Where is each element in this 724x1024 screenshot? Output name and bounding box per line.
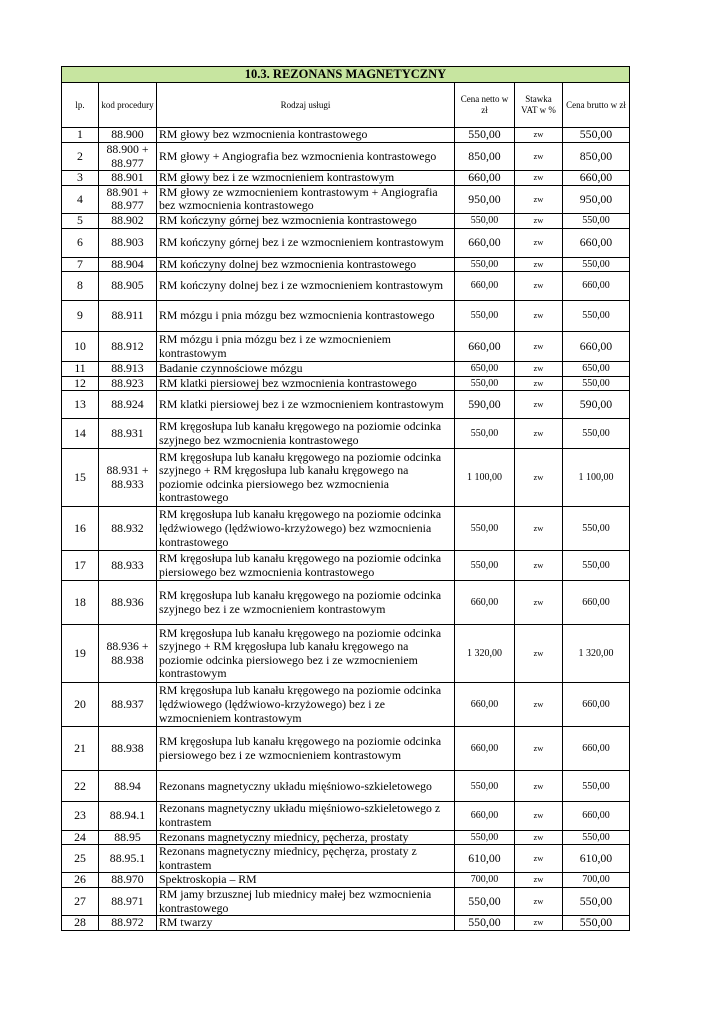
- vat-rate: zw: [515, 727, 563, 771]
- service-name: Rezonans magnetyczny układu mięśniowo-szkieletowego: [157, 771, 455, 802]
- procedure-code: 88.94: [99, 771, 157, 802]
- row-number: 10: [62, 332, 99, 362]
- price-brutto: 1 100,00: [563, 449, 630, 507]
- price-brutto: 660,00: [563, 802, 630, 830]
- row-number: 5: [62, 213, 99, 228]
- service-name: RM klatki piersiowej bez wzmocnienia kontrastowego: [157, 376, 455, 391]
- table-row: [62, 887, 630, 915]
- price-netto: 1 320,00: [455, 625, 515, 683]
- section-title: 10.3. REZONANS MAGNETYCZNY: [62, 67, 630, 83]
- service-name: RM kręgosłupa lub kanału kręgowego na poziomie odcinka szyjnego bez i ze wzmocnieniem kontrastowym: [157, 581, 455, 625]
- price-netto: 550,00: [455, 213, 515, 228]
- price-brutto: 660,00: [563, 228, 630, 257]
- service-name: RM klatki piersiowej bez i ze wzmocnieniem kontrastowym: [157, 391, 455, 419]
- price-brutto: 550,00: [563, 771, 630, 802]
- row-number: 21: [62, 727, 99, 771]
- row-number: 26: [62, 873, 99, 888]
- header-kod: kod procedury: [99, 83, 157, 128]
- row-number: 11: [62, 362, 99, 377]
- procedure-code: 88.931 + 88.933: [99, 449, 157, 507]
- row-number: 2: [62, 143, 99, 171]
- service-name: RM kończyny dolnej bez wzmocnienia kontrastowego: [157, 257, 455, 272]
- price-netto: 660,00: [455, 802, 515, 830]
- price-netto: 550,00: [455, 301, 515, 332]
- price-netto: 1 100,00: [455, 449, 515, 507]
- table-row: [62, 143, 630, 171]
- table-row: [62, 873, 630, 888]
- vat-rate: zw: [515, 551, 563, 581]
- table-body: [62, 128, 630, 931]
- table-row: [62, 449, 630, 507]
- table-row: [62, 802, 630, 830]
- price-netto: 660,00: [455, 272, 515, 301]
- procedure-code: 88.901 + 88.977: [99, 185, 157, 213]
- vat-rate: zw: [515, 128, 563, 143]
- table-row: [62, 128, 630, 143]
- service-name: RM kręgosłupa lub kanału kręgowego na poziomie odcinka szyjnego + RM kręgosłupa lub kanału kręgowego na poziomie odcinka piersiowego bez wzmocnienia kontrastowego: [157, 449, 455, 507]
- service-name: RM głowy bez i ze wzmocnieniem kontrastowym: [157, 171, 455, 186]
- table-row: [62, 845, 630, 873]
- price-netto: 550,00: [455, 376, 515, 391]
- vat-rate: zw: [515, 449, 563, 507]
- table-row: [62, 332, 630, 362]
- procedure-code: 88.936 + 88.938: [99, 625, 157, 683]
- price-brutto: 660,00: [563, 581, 630, 625]
- price-netto: 550,00: [455, 771, 515, 802]
- vat-rate: zw: [515, 845, 563, 873]
- vat-rate: zw: [515, 683, 563, 727]
- vat-rate: zw: [515, 771, 563, 802]
- service-name: RM kręgosłupa lub kanału kręgowego na poziomie odcinka szyjnego bez wzmocnienia kontrastowego: [157, 419, 455, 449]
- service-name: RM mózgu i pnia mózgu bez wzmocnienia kontrastowego: [157, 301, 455, 332]
- procedure-code: 88.900: [99, 128, 157, 143]
- price-brutto: 950,00: [563, 185, 630, 213]
- price-brutto: 660,00: [563, 727, 630, 771]
- procedure-code: 88.972: [99, 916, 157, 931]
- row-number: 15: [62, 449, 99, 507]
- price-netto: 660,00: [455, 228, 515, 257]
- price-brutto: 550,00: [563, 507, 630, 551]
- vat-rate: zw: [515, 873, 563, 888]
- price-netto: 850,00: [455, 143, 515, 171]
- procedure-code: 88.900 + 88.977: [99, 143, 157, 171]
- table-row: [62, 581, 630, 625]
- vat-rate: zw: [515, 376, 563, 391]
- procedure-code: 88.937: [99, 683, 157, 727]
- service-name: RM twarzy: [157, 916, 455, 931]
- procedure-code: 88.901: [99, 171, 157, 186]
- vat-rate: zw: [515, 143, 563, 171]
- vat-rate: zw: [515, 185, 563, 213]
- row-number: 6: [62, 228, 99, 257]
- price-brutto: 1 320,00: [563, 625, 630, 683]
- row-number: 9: [62, 301, 99, 332]
- service-name: Rezonans magnetyczny miednicy, pęchęrza, prostaty z kontrastem: [157, 845, 455, 873]
- row-number: 17: [62, 551, 99, 581]
- price-brutto: 850,00: [563, 143, 630, 171]
- service-name: RM głowy ze wzmocnieniem kontrastowym + Angiografia bez wzmocnienia kontrastowego: [157, 185, 455, 213]
- table-row: [62, 301, 630, 332]
- service-name: RM kończyny dolnej bez i ze wzmocnieniem kontrastowym: [157, 272, 455, 301]
- price-netto: 590,00: [455, 391, 515, 419]
- vat-rate: zw: [515, 581, 563, 625]
- price-netto: 650,00: [455, 362, 515, 377]
- row-number: 24: [62, 830, 99, 845]
- vat-rate: zw: [515, 916, 563, 931]
- price-brutto: 550,00: [563, 301, 630, 332]
- vat-rate: zw: [515, 362, 563, 377]
- procedure-code: 88.95.1: [99, 845, 157, 873]
- table-row: [62, 185, 630, 213]
- price-brutto: 550,00: [563, 916, 630, 931]
- price-brutto: 590,00: [563, 391, 630, 419]
- price-netto: 550,00: [455, 128, 515, 143]
- header-stawka-vat: Stawka VAT w %: [515, 83, 563, 128]
- procedure-code: 88.913: [99, 362, 157, 377]
- vat-rate: zw: [515, 625, 563, 683]
- price-netto: 660,00: [455, 581, 515, 625]
- header-cena-netto: Cena netto w zł: [455, 83, 515, 128]
- price-brutto: 550,00: [563, 551, 630, 581]
- table-row: [62, 625, 630, 683]
- vat-rate: zw: [515, 802, 563, 830]
- vat-rate: zw: [515, 887, 563, 915]
- vat-rate: zw: [515, 391, 563, 419]
- row-number: 18: [62, 581, 99, 625]
- row-number: 16: [62, 507, 99, 551]
- vat-rate: zw: [515, 507, 563, 551]
- table-row: [62, 272, 630, 301]
- row-number: 3: [62, 171, 99, 186]
- procedure-code: 88.932: [99, 507, 157, 551]
- vat-rate: zw: [515, 171, 563, 186]
- header-cena-brutto: Cena brutto w zł: [563, 83, 630, 128]
- vat-rate: zw: [515, 332, 563, 362]
- price-brutto: 660,00: [563, 332, 630, 362]
- price-netto: 550,00: [455, 830, 515, 845]
- service-name: RM jamy brzusznej lub miednicy małej bez wzmocnienia kontrastowego: [157, 887, 455, 915]
- table-row: [62, 727, 630, 771]
- price-brutto: 550,00: [563, 128, 630, 143]
- price-netto: 700,00: [455, 873, 515, 888]
- price-netto: 660,00: [455, 171, 515, 186]
- price-brutto: 660,00: [563, 272, 630, 301]
- service-name: RM kręgosłupa lub kanału kręgowego na poziomie odcinka szyjnego + RM kręgosłupa lub kanału kręgowego na poziomie odcinka piersiowego bez i ze wzmocnieniem kontrastowym: [157, 625, 455, 683]
- service-name: RM kręgosłupa lub kanału kręgowego na poziomie odcinka lędźwiowego (lędźwiowo-krzyżowego) bez i ze wzmocnieniem kontrastowym: [157, 683, 455, 727]
- service-name: Spektroskopia – RM: [157, 873, 455, 888]
- price-netto: 610,00: [455, 845, 515, 873]
- price-netto: 660,00: [455, 683, 515, 727]
- header-rodzaj-uslugi: Rodzaj usługi: [157, 83, 455, 128]
- procedure-code: 88.903: [99, 228, 157, 257]
- price-netto: 660,00: [455, 332, 515, 362]
- row-number: 28: [62, 916, 99, 931]
- row-number: 14: [62, 419, 99, 449]
- price-netto: 550,00: [455, 507, 515, 551]
- table-row: [62, 257, 630, 272]
- vat-rate: zw: [515, 419, 563, 449]
- table-row: [62, 916, 630, 931]
- table-row: [62, 376, 630, 391]
- price-brutto: 550,00: [563, 213, 630, 228]
- price-netto: 950,00: [455, 185, 515, 213]
- price-netto: 550,00: [455, 257, 515, 272]
- procedure-code: 88.905: [99, 272, 157, 301]
- procedure-code: 88.971: [99, 887, 157, 915]
- table-row: [62, 391, 630, 419]
- row-number: 13: [62, 391, 99, 419]
- price-brutto: 550,00: [563, 376, 630, 391]
- price-brutto: 610,00: [563, 845, 630, 873]
- vat-rate: zw: [515, 301, 563, 332]
- service-name: RM głowy + Angiografia bez wzmocnienia kontrastowego: [157, 143, 455, 171]
- procedure-code: 88.95: [99, 830, 157, 845]
- service-name: RM głowy bez wzmocnienia kontrastowego: [157, 128, 455, 143]
- procedure-code: 88.904: [99, 257, 157, 272]
- procedure-code: 88.938: [99, 727, 157, 771]
- procedure-code: 88.902: [99, 213, 157, 228]
- vat-rate: zw: [515, 213, 563, 228]
- procedure-code: 88.912: [99, 332, 157, 362]
- price-brutto: 550,00: [563, 830, 630, 845]
- row-number: 20: [62, 683, 99, 727]
- table-row: [62, 683, 630, 727]
- row-number: 19: [62, 625, 99, 683]
- row-number: 22: [62, 771, 99, 802]
- price-brutto: 660,00: [563, 683, 630, 727]
- row-number: 25: [62, 845, 99, 873]
- vat-rate: zw: [515, 228, 563, 257]
- procedure-code: 88.911: [99, 301, 157, 332]
- table-row: [62, 507, 630, 551]
- table-row: [62, 830, 630, 845]
- row-number: 4: [62, 185, 99, 213]
- procedure-code: 88.923: [99, 376, 157, 391]
- price-netto: 550,00: [455, 916, 515, 931]
- header-lp: lp.: [62, 83, 99, 128]
- vat-rate: zw: [515, 272, 563, 301]
- table-row: [62, 362, 630, 377]
- service-name: RM kończyny górnej bez wzmocnienia kontrastowego: [157, 213, 455, 228]
- service-name: Rezonans magnetyczny układu mięśniowo-szkieletowego z kontrastem: [157, 802, 455, 830]
- price-netto: 550,00: [455, 551, 515, 581]
- price-brutto: 550,00: [563, 887, 630, 915]
- procedure-code: 88.94.1: [99, 802, 157, 830]
- procedure-code: 88.931: [99, 419, 157, 449]
- row-number: 1: [62, 128, 99, 143]
- service-name: RM kręgosłupa lub kanału kręgowego na poziomie odcinka piersiowego bez i ze wzmocnieniem kontrastowym: [157, 727, 455, 771]
- price-netto: 660,00: [455, 727, 515, 771]
- vat-rate: zw: [515, 830, 563, 845]
- row-number: 27: [62, 887, 99, 915]
- procedure-code: 88.936: [99, 581, 157, 625]
- table-row: [62, 419, 630, 449]
- service-name: Rezonans magnetyczny miednicy, pęcherza, prostaty: [157, 830, 455, 845]
- table-row: [62, 213, 630, 228]
- price-brutto: 550,00: [563, 257, 630, 272]
- price-netto: 550,00: [455, 419, 515, 449]
- service-name: RM kręgosłupa lub kanału kręgowego na poziomie odcinka piersiowego bez wzmocnienia kontrastowego: [157, 551, 455, 581]
- price-brutto: 700,00: [563, 873, 630, 888]
- table-row: [62, 171, 630, 186]
- price-table: [61, 66, 630, 931]
- price-brutto: 550,00: [563, 419, 630, 449]
- procedure-code: 88.970: [99, 873, 157, 888]
- service-name: Badanie czynnościowe mózgu: [157, 362, 455, 377]
- table-row: [62, 771, 630, 802]
- row-number: 12: [62, 376, 99, 391]
- table-row: [62, 228, 630, 257]
- price-brutto: 650,00: [563, 362, 630, 377]
- row-number: 8: [62, 272, 99, 301]
- price-brutto: 660,00: [563, 171, 630, 186]
- price-netto: 550,00: [455, 887, 515, 915]
- row-number: 23: [62, 802, 99, 830]
- service-name: RM mózgu i pnia mózgu bez i ze wzmocnieniem kontrastowym: [157, 332, 455, 362]
- procedure-code: 88.933: [99, 551, 157, 581]
- service-name: RM kręgosłupa lub kanału kręgowego na poziomie odcinka lędźwiowego (lędźwiowo-krzyżowego) bez wzmocnienia kontrastowego: [157, 507, 455, 551]
- procedure-code: 88.924: [99, 391, 157, 419]
- service-name: RM kończyny górnej bez i ze wzmocnieniem kontrastowym: [157, 228, 455, 257]
- vat-rate: zw: [515, 257, 563, 272]
- table-row: [62, 551, 630, 581]
- row-number: 7: [62, 257, 99, 272]
